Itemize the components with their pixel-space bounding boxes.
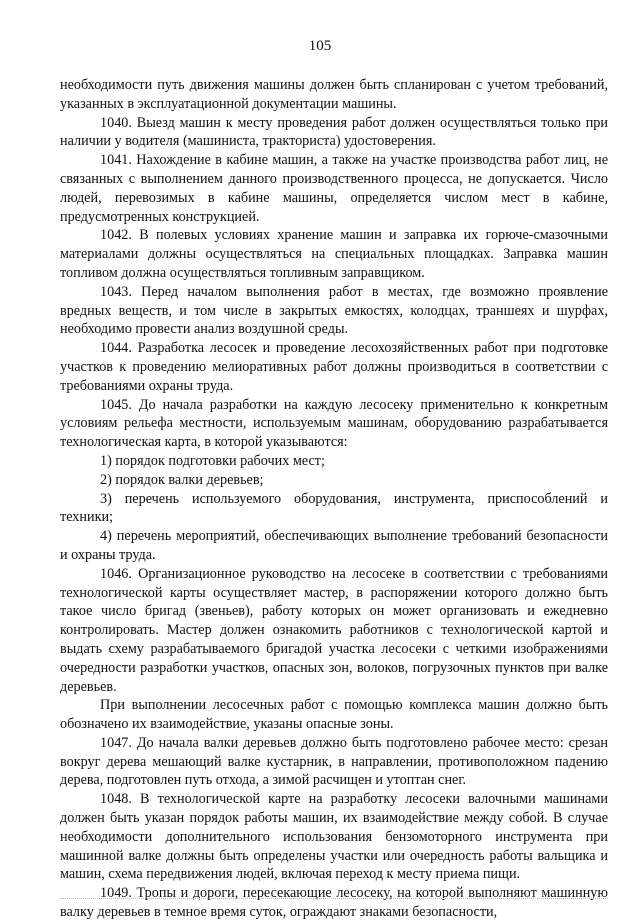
list-item-2: 2) порядок валки деревьев; <box>100 471 264 488</box>
list-item-4: 4) перечень мероприятий, обеспечивающих выполнение требований безопасности и охраны труда. <box>60 528 608 563</box>
paragraph-1040: 1040. Выезд машин к месту проведения работ должен осуществляться только при наличии у водителя (машиниста, тракториста) удостоверения. <box>60 114 608 150</box>
paragraph-1042: 1042. В полевых условиях хранение машин и заправка их горюче-смазочными материалами должны осуществляться на специальных площадках. Заправка машин топливом должна осуществляться топливным заправщиком. <box>60 227 608 281</box>
paragraph-1043: 1043. Перед началом выполнения работ в местах, где возможно проявление вредных веществ, и том числе в закрытых емкостях, колодцах, траншеях и шурфах, необходимо провести анализ воздушной среды. <box>60 283 608 338</box>
paragraph-1046: 1046. Организационное руководство на лесосеке в соответствии с требованиями технологической карты осуществляет мастер, в распоряжении которого должно быть такое число бригад (звеньев), работу которых он может организовать и ежедневно контролировать. Мастер должен ознакомить работников с технологической картой и выдать схему разрабатываемого бригадой участка лесосеки с четкими изображениями очередности разработки участков, опасных зон, волоков, погрузочных пунктов при валке деревьев. <box>60 565 608 695</box>
paragraph-1047: 1047. До начала валки деревьев должно быть подготовлено рабочее место: срезан вокруг дерева мешающий валке кустарник, в направлении, противоположном падению дерева, подготовлен путь отхода, а зимой расчищен и утоптан снег. <box>60 734 608 789</box>
paragraph-1041: 1041. Нахождение в кабине машин, а также на участке производства работ лиц, не связанных с выполнением данного производственного процесса, не допускается. Число людей, перевозимых в кабине машины, определяется числом мест в кабине, предусмотренных конструкцией. <box>60 152 608 225</box>
list-item-3: 3) перечень используемого оборудования, инструмента, приспособлений и техники; <box>60 490 608 526</box>
list-item-1: 1) порядок подготовки рабочих мест; <box>100 452 325 469</box>
page-bottom-edge <box>60 898 608 899</box>
paragraph-1045: 1045. До начала разработки на каждую лесосеку применительно к конкретным условиям рельефа местности, используемым машинам, оборудованию разрабатывается технологическая карта, в которой указываются: <box>60 396 608 451</box>
paragraph-1046-continued: При выполнении лесосечных работ с помощью комплекса машин должно быть обозначено их взаимодействие, указаны опасные зоны. <box>60 697 608 733</box>
document-body <box>60 76 608 922</box>
paragraph-1048: 1048. В технологической карте на разработку лесосеки валочными машинами должен быть указан порядок работы машин, их взаимодействие между собой. В случае необходимости дополнительного использования бензомоторного инструмента при машинной валке должны быть определены участки или очередность работы вальщика и машин, схема передвижения людей, включая переход к месту приема пищи. <box>60 791 608 883</box>
paragraph-1049: 1049. Тропы и дороги, пересекающие лесосеку, на которой выполняют машинную валку деревьев в темное время суток, ограждают знаками безопасности, <box>60 885 608 921</box>
paragraph: необходимости путь движения машины должен быть спланирован с учетом требований, указанных в эксплуатационной документации машины. <box>60 77 608 112</box>
paragraph-1044: 1044. Разработка лесосек и проведение лесохозяйственных работ при подготовке участков к проведению мелиоративных работ должны производиться в соответствии с требованиями охраны труда. <box>60 340 608 394</box>
page-number: 105 <box>308 38 332 54</box>
